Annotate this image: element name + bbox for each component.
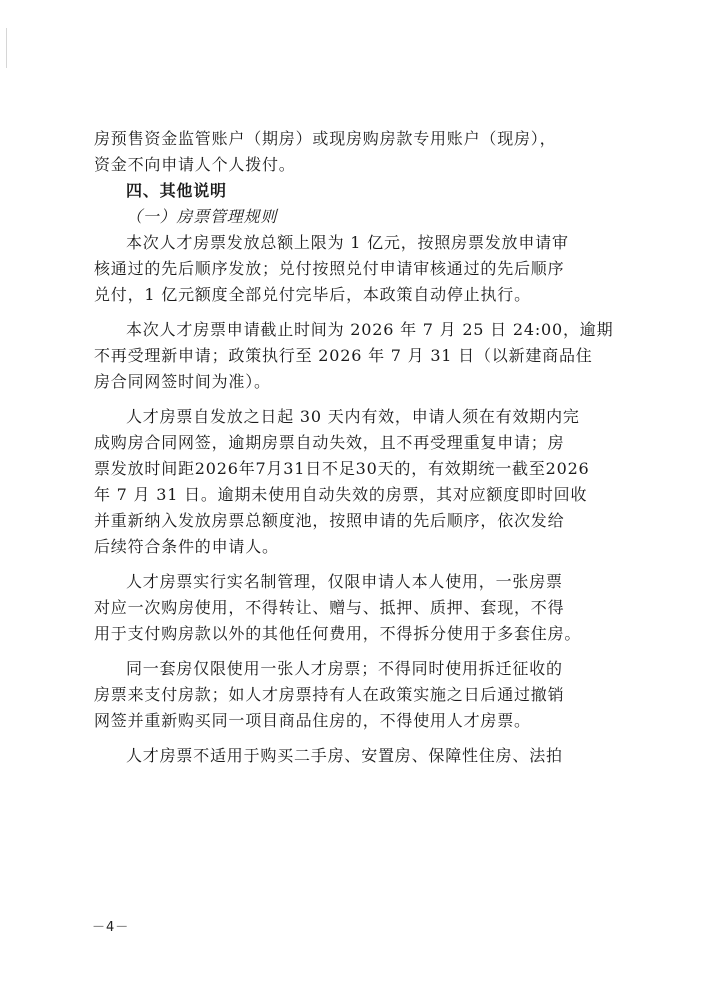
text-line: 对应一次购房使用，不得转让、赠与、抵押、质押、套现，不得 [94,598,565,617]
text-line: 并重新纳入发放房票总额度池，按照申请的先后顺序，依次发给 [94,511,565,530]
text-line: 不再受理新申请；政策执行至 2026 年 7 月 31 日（以新建商品住 [94,346,593,365]
text-line: 资金不向申请人个人拨付。 [94,155,296,174]
paragraph-first-line: 本次人才房票发放总额上限为 1 亿元，按照房票发放申请审 [126,233,569,252]
text-line: 房票来支付房款；如人才房票持有人在政策实施之日后通过撤销 [94,685,565,704]
text-line: 票发放时间距2026年7月31日不足30天的，有效期统一截至2026 [94,459,590,478]
paragraph-first-line: 人才房票自发放之日起 30 天内有效，申请人须在有效期内完 [126,407,580,426]
text-line: 年 7 月 31 日。逾期未使用自动失效的房票，其对应额度即时回收 [94,485,588,504]
text-line: 成购房合同网签，逾期房票自动失效，且不再受理重复申请；房 [94,433,565,452]
paragraph-first-line: 本次人才房票申请截止时间为 2026 年 7 月 25 日 24:00，逾期 [126,320,614,339]
document-body [94,126,634,769]
text-line: 核通过的先后顺序发放；兑付按照兑付申请审核通过的先后顺序 [94,259,565,278]
scan-edge-mark [6,28,7,68]
text-line: 房预售资金监管账户（期房）或现房购房款专用账户（现房）， [94,129,557,148]
paragraph-first-line: 人才房票实行实名制管理，仅限申请人本人使用，一张房票 [126,572,563,591]
text-line: 房合同网签时间为准）。 [94,372,271,391]
page-number: －4－ [92,920,130,935]
text-line: 后续符合条件的申请人。 [94,537,279,556]
text-line: 用于支付购房款以外的其他任何费用，不得拆分使用于多套住房。 [94,624,582,643]
paragraph-first-line: 同一套房仅限使用一张人才房票；不得同时使用拆迁征收的 [126,659,563,678]
section-heading: 四、其他说明 [126,181,227,200]
text-line: 兑付，1 亿元额度全部兑付完毕后，本政策自动停止执行。 [94,285,531,304]
text-line: 网签并重新购买同一项目商品住房的，不得使用人才房票。 [94,711,531,730]
subsection-heading: （一）房票管理规则 [126,207,278,226]
paragraph-first-line: 人才房票不适用于购买二手房、安置房、保障性住房、法拍 [126,746,563,765]
